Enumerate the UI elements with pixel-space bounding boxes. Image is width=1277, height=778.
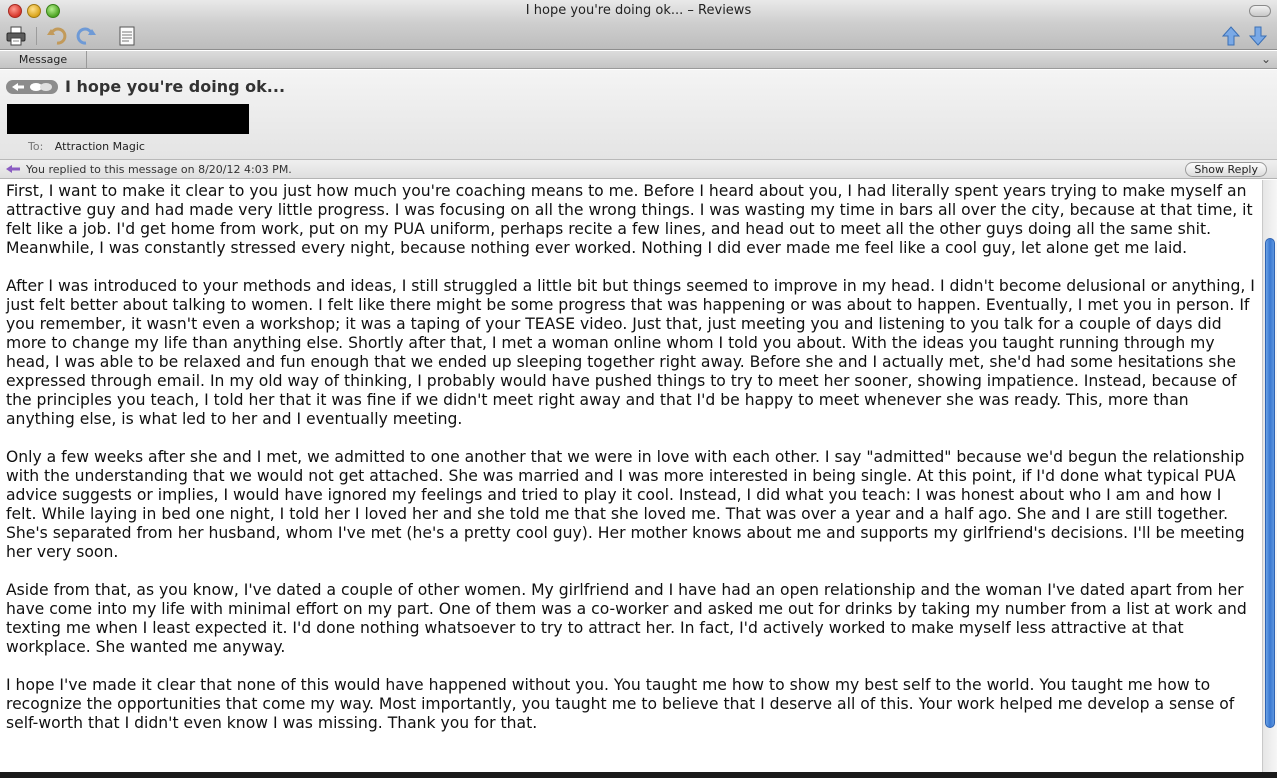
reply-status-bar bbox=[0, 160, 1277, 179]
redo-button[interactable] bbox=[75, 25, 97, 47]
body-paragraph: First, I want to make it clear to you just how much you're coaching means to me. Before I heard about you, I had literally spent years trying to make myself an attractive guy and had made very little progress. I was focusing on all the wrong things. I was wasting my time in bars all over the city, because at that time, it felt like a job. I'd get home from work, put on my PUA uniform, perhaps recite a few lines, and head out to meet all the other guys doing all the same shit. Meanwhile, I was constantly stressed every night, because nothing ever worked. Nothing I did ever made me feel like a cool guy, let alone get me laid. bbox=[6, 182, 1253, 257]
reply-status-text: You replied to this message on 8/20/12 4:03 PM. bbox=[26, 163, 292, 176]
title-bar bbox=[0, 0, 1277, 50]
next-message-button[interactable] bbox=[1248, 25, 1268, 47]
body-paragraph: I hope I've made it clear that none of this would have happened without you. You taught me how to show my best self to the world. You taught me how to recognize the opportunities that come my way. Most importantly, you taught me to believe that I deserve all of this. Your work helped me develop a sense of self-worth that I didn't even know I was missing. Thank you for that. bbox=[6, 676, 1235, 732]
body-paragraph: Only a few weeks after she and I met, we admitted to one another that we were in love with each other. I say "admitted" because we'd begun the relationship with the understanding that we would not get attached. She was married and I was more interested in being single. At this point, if I'd done what typical PUA advice suggests or implies, I would have ignored my feelings and tried to play it cool. Instead, I did what you teach: I was honest about who I am and how I felt. While laying in bed one night, I told her I loved her and she told me that she loved me. That was over a year and a half ago. She and I are still together. She's separated from her husband, whom I've met (he's a pretty cool guy). Her mother knows about me and supports my girlfriend's decisions. I'll be meeting her very soon. bbox=[6, 448, 1245, 561]
printer-icon bbox=[6, 26, 26, 46]
vertical-scrollbar[interactable] bbox=[1262, 180, 1277, 772]
reply-actions-badge[interactable] bbox=[6, 80, 58, 94]
message-header bbox=[0, 70, 1277, 160]
tab-bar bbox=[0, 51, 1277, 69]
tab-message[interactable]: Message bbox=[0, 51, 87, 68]
note-icon bbox=[119, 26, 135, 46]
undo-button[interactable] bbox=[46, 25, 68, 47]
body-paragraph: Aside from that, as you know, I've dated a couple of other women. My girlfriend and I have had an open relationship and the woman I've dated apart from her have come into my life with minimal effort on my part. One of them was a co-worker and asked me out for drinks by taking my number from a list at work and texting me when I least expected it. I'd done nothing whatsoever to try to attract her. In fact, I'd actively worked to make myself less attractive at that workplace. She wanted me anyway. bbox=[6, 581, 1247, 656]
chevron-down-icon[interactable]: ⌄ bbox=[1260, 52, 1271, 66]
arrow-up-icon bbox=[1222, 26, 1240, 46]
to-label: To: bbox=[28, 140, 44, 153]
scrollbar-thumb[interactable] bbox=[1265, 238, 1275, 728]
message-subject: I hope you're doing ok... bbox=[65, 77, 286, 96]
previous-message-button[interactable] bbox=[1221, 25, 1241, 47]
to-line bbox=[28, 140, 145, 153]
show-reply-button[interactable]: Show Reply bbox=[1185, 162, 1267, 177]
redo-icon bbox=[76, 27, 96, 45]
note-button[interactable] bbox=[118, 25, 136, 47]
reply-arrows-icon bbox=[10, 82, 56, 92]
print-button[interactable] bbox=[5, 25, 27, 47]
window-bottom-edge bbox=[0, 772, 1277, 778]
body-paragraph: After I was introduced to your methods and ideas, I still struggled a little bit but things seemed to improve in my head. I didn't become delusional or anything, I just felt better about talking to women. I felt like there might be some progress that was happening or was about to happen. Eventually, I met you in person. If you remember, it wasn't even a workshop; it was a taping of your TEASE video. Just that, just meeting you and listening to you talk for a couple of days did more to change my life than anything else. Shortly after that, I met a woman online whom I told you about. With the ideas you taught running through my head, I was able to be relaxed and fun enough that we ended up sleeping together right away. Before she and I actually met, she'd had some hesitations she expressed through email. In my old way of thinking, I probably would have pushed things to try to meet her sooner, showing impatience. Instead, because of the principles you teach, I told her that it was fine if we didn't meet right away and that I'd be happy to meet whenever she was ready. This, more than anything else, is what led to her and I eventually meeting. bbox=[6, 277, 1255, 428]
to-recipient[interactable]: Attraction Magic bbox=[54, 140, 145, 153]
arrow-down-icon bbox=[1249, 26, 1267, 46]
redacted-sender-block bbox=[7, 104, 249, 134]
message-body bbox=[0, 180, 1262, 772]
undo-icon bbox=[47, 27, 67, 45]
reply-arrow-icon bbox=[5, 164, 21, 174]
toolbar-separator bbox=[36, 27, 37, 45]
window-title: I hope you're doing ok... – Reviews bbox=[525, 3, 752, 18]
toolbar-toggle-button[interactable] bbox=[1249, 5, 1271, 17]
